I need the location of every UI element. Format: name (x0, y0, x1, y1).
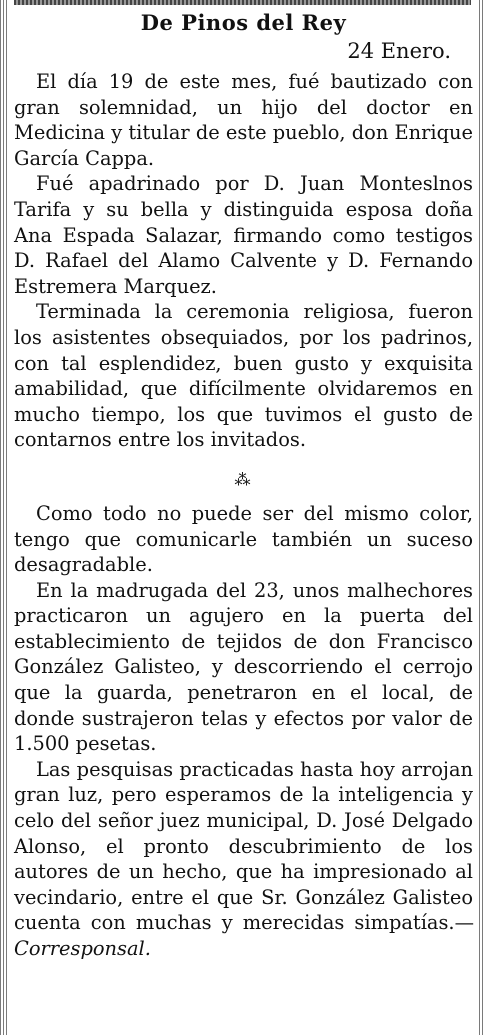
signature: Corresponsal. (14, 937, 151, 960)
paragraph: Fué apadrinado por D. Juan Monteslnos Tarifa y su bella y distinguida esposa doña Ana Espada Salazar, firmando como testigos D. Rafael del Alamo Calvente y D. Fernando Estremera Marquez. (14, 172, 473, 298)
paragraph: Como todo no puede ser del mismo color, tengo que comunicarle también un suceso desagradable. (14, 501, 473, 577)
em-dash: — (454, 911, 473, 935)
paragraph: En la madrugada del 23, unos malhechores practicaron un agujero en la puerta del establecimiento de tejidos de don Francisco González Galisteo, y descorriendo el cerrojo que la guarda, penetraron en el local, de donde sustrajeron telas y efectos por valor de 1.500 pesetas. (14, 578, 473, 756)
article-headline: De Pinos del Rey (140, 10, 347, 35)
article-body (14, 69, 473, 962)
paragraph-last (14, 757, 473, 962)
top-rule (14, 0, 471, 5)
paragraph: El día 19 de este mes, fué bautizado con gran solemnidad, un hijo del doctor en Medicina y titular de este pueblo, don Enrique García Cappa. (14, 70, 473, 170)
paragraph: Terminada la ceremonia religiosa, fueron los asistentes obsequiados, por los padrinos, con tal esplendidez, buen gusto y exquisita amabilidad, que difícilmente olvidaremos en mucho tiempo, los que tuvimos el gusto de contarnos entre los invitados. (14, 300, 473, 452)
paragraph-text: Las pesquisas practicadas hasta hoy arrojan gran luz, pero esperamos de la inteligencia y celo del señor juez municipal, D. José Delgado Alonso, el pronto descubrimiento de los autores de un hecho, que ha impresionado al vecindario, entre el que Sr. González Galisteo cuenta con muchas y merecidas simpatías. (14, 757, 473, 935)
article-dateline: 24 Enero. (347, 39, 451, 63)
section-ornament: ⁂ (234, 469, 253, 489)
